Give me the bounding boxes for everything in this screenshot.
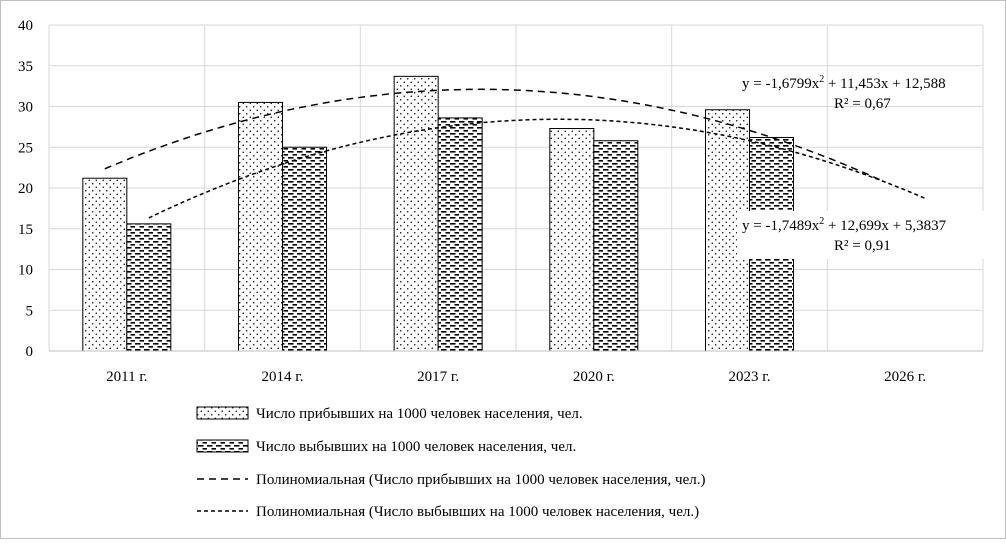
x-tick-label: 2026 г. bbox=[884, 369, 927, 385]
legend-label: Полиномиальная (Число выбывших на 1000 человек населения, чел.) bbox=[256, 504, 700, 520]
bar-arrivals-3 bbox=[550, 129, 594, 351]
bar-arrivals-0 bbox=[83, 178, 127, 351]
bar-departures-1 bbox=[283, 147, 327, 351]
legend-label: Число прибывших на 1000 человек населения, чел. bbox=[256, 406, 583, 422]
trendline-equation: $y = -1,6799x^2 + 11,453x + 12,588$ bbox=[742, 74, 946, 92]
x-tick-label: 2011 г. bbox=[106, 369, 148, 385]
legend-label: Полиномиальная (Число прибывших на 1000 человек населения, чел.) bbox=[256, 472, 706, 488]
x-tick-label: 2014 г. bbox=[261, 369, 304, 385]
y-tick-label: 10 bbox=[18, 262, 33, 279]
y-tick-label: 35 bbox=[18, 58, 33, 75]
y-tick-label: 0 bbox=[25, 344, 33, 360]
bar-departures-2 bbox=[438, 118, 482, 351]
x-tick-label: 2023 г. bbox=[728, 369, 771, 385]
y-tick-label: 15 bbox=[18, 221, 33, 238]
y-tick-label: 30 bbox=[18, 99, 33, 116]
legend-swatch-arrivals bbox=[197, 407, 248, 419]
x-tick-label: 2017 г. bbox=[417, 369, 460, 385]
trendline-r-squared: R² = 0,91 bbox=[834, 238, 891, 254]
trendline-r-squared: R² = 0,67 bbox=[834, 96, 891, 112]
y-tick-label: 20 bbox=[18, 181, 33, 197]
bar-departures-3 bbox=[594, 141, 638, 351]
bar-arrivals-2 bbox=[394, 76, 438, 351]
bar-departures-0 bbox=[127, 224, 171, 351]
trendline-equation: $y = -1,7489x^2 + 12,699x + 5,3837$ bbox=[742, 216, 947, 234]
bar-arrivals-1 bbox=[239, 102, 283, 351]
legend-swatch-departures bbox=[197, 440, 248, 452]
legend-label: Число выбывших на 1000 человек населения, чел. bbox=[256, 439, 577, 455]
x-tick-label: 2020 г. bbox=[572, 369, 615, 385]
y-tick-label: 5 bbox=[25, 303, 33, 320]
y-tick-label: 25 bbox=[18, 140, 33, 157]
y-tick-label: 40 bbox=[18, 18, 33, 34]
